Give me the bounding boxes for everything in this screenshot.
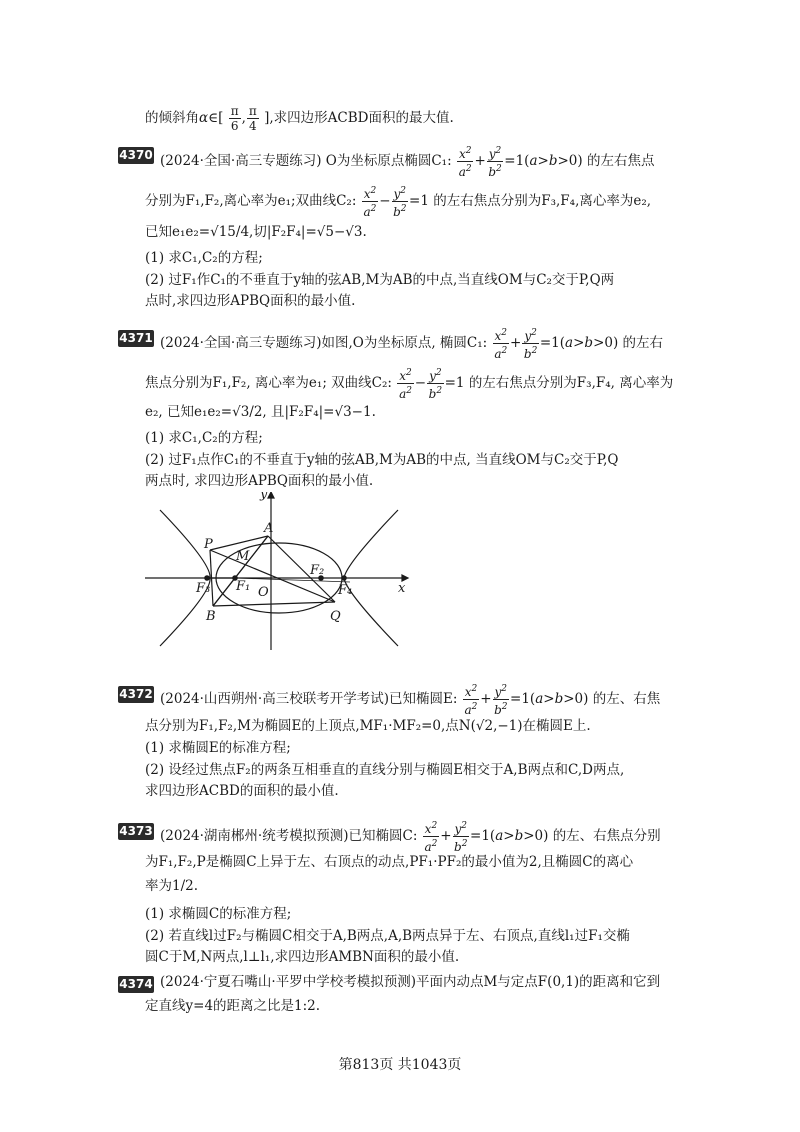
label-B: B [206,609,216,624]
problem-4370-q1: (1) 求C₁,C₂的方程; [145,250,263,266]
problem-4370-line2: 分别为F₁,F₂,离心率为e₁;双曲线C₂: $\frac{x^2}{a^2}$ − $\frac{y^2}{b^2}$ =1 的左右焦点分别为F₃,F₄,离心率为e₂, [145,186,652,219]
problem-4373-line1: (2024·湖南郴州·统考模拟预测)已知椭圆C: $\frac{x^2}{a^2}$ + $\frac{y^2}{b^2}$ =1(a>b>0) 的左、右焦点分别 [160,821,661,854]
ellipse-hyperbola-figure [140,492,410,657]
problem-4370-line3: 已知e₁e₂=√15/4,切|F₂F₄|=√5−√3. [145,224,367,240]
problem-4371-q1: (1) 求C₁,C₂的方程; [145,430,263,446]
problem-number-badge: 4374 [119,977,153,991]
problem-4373-q3: 圆C于M,N两点,l⊥l₁,求四边形AMBN面积的最小值. [145,949,460,965]
label-F1: F₁ [236,579,251,594]
problem-4372-q2: (2) 设经过焦点F₂的两条互相垂直的直线分别与椭圆E相交于A,B两点和C,D两点, [145,762,625,778]
problem-4371-line3: e₂, 已知e₁e₂=√3/2, 且|F₂F₄|=√3−1. [145,404,376,420]
problem-4374-line1: (2024·宁夏石嘴山·平罗中学校考模拟预测)平面内动点M与定点F(0,1)的距离和它到 [160,974,661,990]
page-footer: 第813页 共1043页 [338,1057,462,1073]
problem-4371-q2: (2) 过F₁点作C₁的不垂直于y轴的弦AB,M为AB的中点, 当直线OM与C₂交于P,Q [145,452,619,468]
problem-4373-line2: 为F₁,F₂,P是椭圆C上异于左、右顶点的动点,PF₁·PF₂的最小值为2,且椭圆C的离心 [145,854,634,870]
problem-number-badge: 4371 [119,331,153,345]
problem-4370-q3: 点时,求四边形APBQ面积的最小值. [145,293,356,309]
problem-4373-line3: 率为1/2. [145,878,199,894]
problem-4373-q1: (1) 求椭圆C的标准方程; [145,906,292,922]
label-x: x [398,581,406,596]
label-F3: F₃ [196,581,211,596]
top-line: 的倾斜角α∈[ $\frac{\pi}{6}$ , $\frac{\pi}{4}$ ],求四边形ACBD面积的最大值. [145,104,454,133]
problem-4373-q2: (2) 若直线l过F₂与椭圆C相交于A,B两点,A,B两点异于左、右顶点,直线l₁过F₁交椭 [145,928,630,944]
problem-4371-line1: (2024·全国·高三专题练习)如图,O为坐标原点, 椭圆C₁: $\frac{x^2}{a^2}$ + $\frac{y^2}{b^2}$ =1(a>b>0) 的左右 [160,328,664,361]
problem-4372-q3: 求四边形ACBD的面积的最小值. [145,783,339,799]
label-O: O [258,585,269,600]
problem-4370-line1: (2024·全国·高三专题练习) O为坐标原点椭圆C₁: $\frac{x^2}{a^2}$ + $\frac{y^2}{b^2}$ =1(a>b>0) 的左右焦点 [160,146,655,179]
problem-4372-line2: 点分别为F₁,F₂,M为椭圆E的上顶点,MF₁·MF₂=0,点N(√2,−1)在椭圆E上. [145,718,591,734]
label-M: M [236,549,250,564]
problem-number-badge: 4372 [119,687,153,701]
problem-4372-q1: (1) 求椭圆E的标准方程; [145,740,291,756]
label-y: y [260,492,268,502]
problem-4371-line2: 焦点分别为F₁,F₂, 离心率为e₁; 双曲线C₂: $\frac{x^2}{a^2}$ − $\frac{y^2}{b^2}$ =1 的左右焦点分别为F₃,F₄, 离心率为 [145,368,674,401]
label-A: A [264,521,274,536]
label-F2: F₂ [310,563,325,578]
label-F4: F₄ [338,583,353,598]
label-P: P [204,537,213,552]
problem-number-badge: 4373 [119,824,153,838]
problem-4370-q2: (2) 过F₁作C₁的不垂直于y轴的弦AB,M为AB的中点,当直线OM与C₂交于P,Q两 [145,272,615,288]
problem-4371-q3: 两点时, 求四边形APBQ面积的最小值. [145,473,374,489]
problem-number-badge: 4370 [119,148,153,162]
label-Q: Q [330,609,341,624]
problem-4372-line1: (2024·山西朔州·高三校联考开学考试)已知椭圆E: $\frac{x^2}{a^2}$ + $\frac{y^2}{b^2}$ =1(a>b>0) 的左、右焦 [160,684,661,717]
problem-4374-line2: 定直线y=4的距离之比是1:2. [145,998,321,1014]
